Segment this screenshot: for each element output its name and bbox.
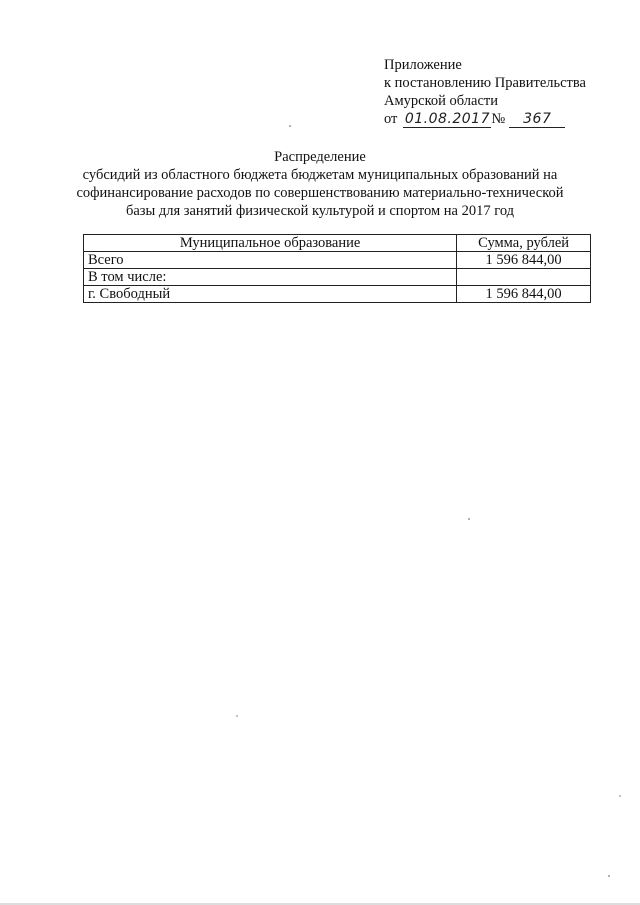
- handwritten-date: 01.08.2017: [404, 111, 490, 127]
- speck: [619, 795, 620, 796]
- table-row: [84, 252, 591, 269]
- handwritten-number: 367: [509, 112, 565, 128]
- speck: [608, 875, 610, 877]
- amount-cell: [457, 269, 591, 286]
- column-header-amount: Сумма, рублей: [457, 235, 591, 252]
- speck: [289, 125, 291, 127]
- appendix-reference: к постановлению Правительства: [384, 75, 586, 91]
- municipality-cell: г. Свободный: [84, 286, 457, 303]
- appendix-region: Амурской области: [384, 93, 498, 109]
- heading-line-2: софинансирование расходов по совершенствованию материально-технической: [76, 185, 564, 201]
- speck: [236, 715, 237, 716]
- appendix-date-number-row: [384, 110, 586, 128]
- amount-cell: 1 596 844,00: [457, 252, 591, 269]
- municipality-cell: Всего: [84, 252, 457, 269]
- table-header-row: [84, 235, 591, 252]
- column-header-municipality: Муниципальное образование: [84, 235, 457, 252]
- appendix-title: Приложение: [384, 57, 462, 73]
- appendix-prefix: от: [384, 111, 398, 127]
- distribution-table: [83, 234, 591, 303]
- document-title: Распределение: [274, 149, 366, 165]
- appendix-block: [384, 56, 586, 128]
- heading-line-3: базы для занятий физической культурой и спортом на 2017 год: [125, 203, 515, 219]
- document-heading: [0, 148, 640, 220]
- municipality-cell: В том числе:: [84, 269, 457, 286]
- table-row: [84, 286, 591, 303]
- speck: [468, 518, 470, 520]
- number-sign: №: [491, 111, 506, 127]
- amount-cell: 1 596 844,00: [457, 286, 591, 303]
- heading-line-1: субсидий из областного бюджета бюджетам муниципальных образований на: [82, 167, 558, 183]
- table-row: [84, 269, 591, 286]
